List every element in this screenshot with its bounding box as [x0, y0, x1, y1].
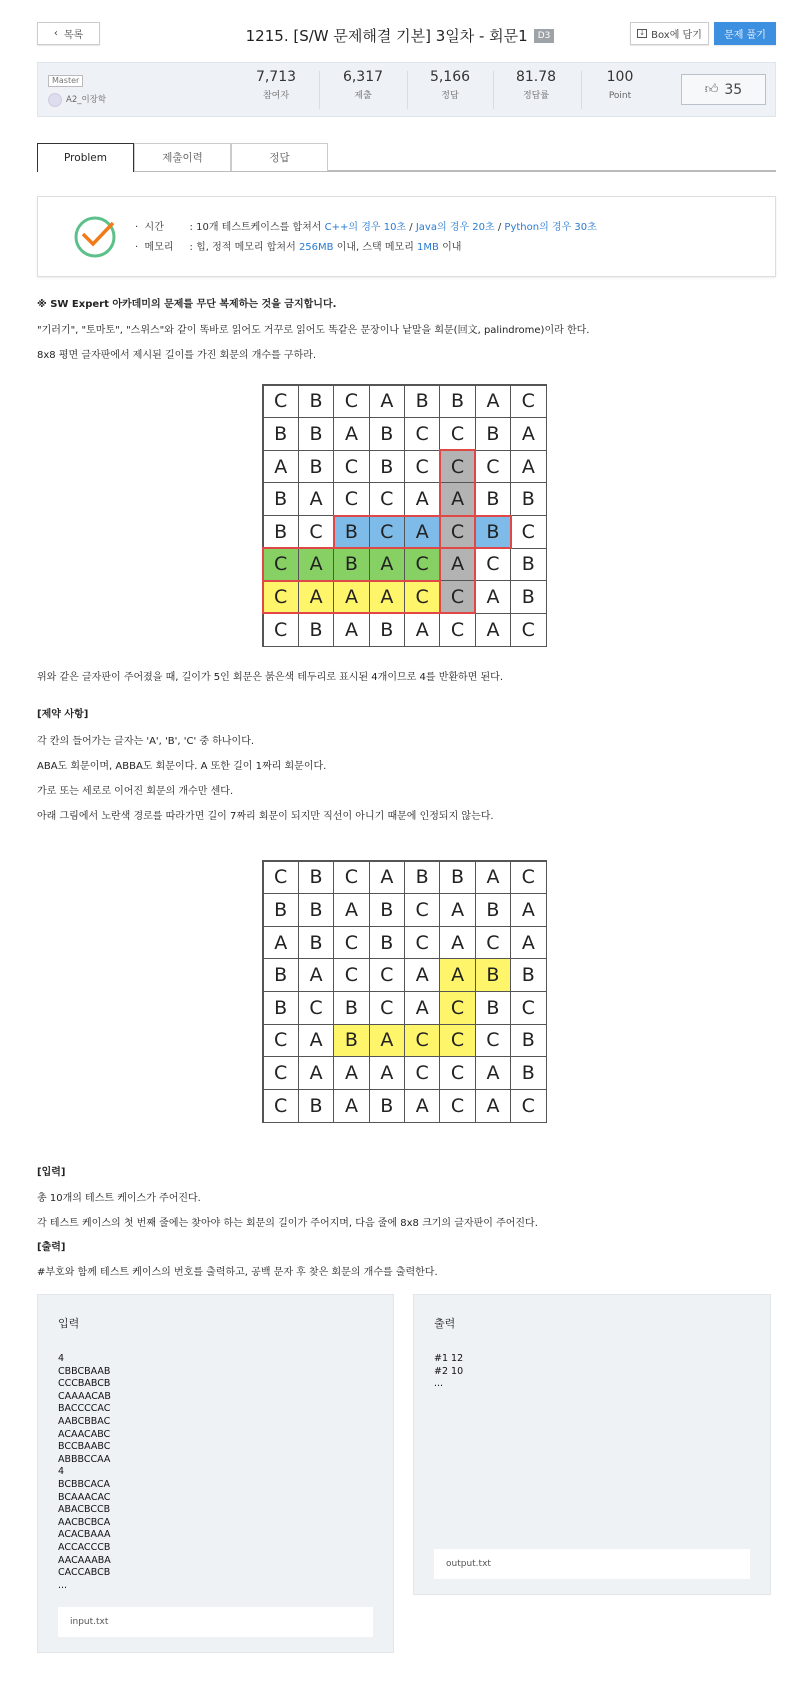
grid-cell: A: [510, 893, 546, 927]
limits-box: [37, 196, 776, 277]
grid-cell: B: [298, 926, 334, 960]
grid-cell: C: [333, 450, 369, 484]
description-3: 위와 같은 글자판이 주어졌을 때, 길이가 5인 회문은 붉은색 테두리로 표시된 4개이므로 4를 반환하면 된다.: [37, 672, 504, 683]
author-badge: Master: [48, 75, 83, 87]
grid-cell: A: [439, 893, 475, 927]
add-to-box-button[interactable]: ↓ Box에 담기: [630, 22, 709, 45]
grid-cell: C: [510, 991, 546, 1025]
grid-cell: B: [369, 926, 405, 960]
copyright-notice: ※ SW Expert 아카데미의 문제를 무단 복제하는 것을 금지합니다.: [37, 299, 337, 310]
grid-cell: B: [369, 450, 405, 484]
grid-cell: B: [404, 861, 440, 895]
grid-cell: B: [333, 1024, 369, 1058]
grid-cell: B: [298, 1089, 334, 1123]
grid-cell: A: [333, 1056, 369, 1090]
letter-grid-example-2: [262, 860, 547, 1123]
input-heading: [입력]: [37, 1167, 66, 1178]
grid-cell: B: [475, 515, 511, 549]
avatar: [48, 93, 62, 107]
grid-cell: C: [510, 1089, 546, 1123]
grid-cell: C: [263, 1056, 299, 1090]
grid-cell: B: [404, 385, 440, 419]
grid-cell: B: [510, 548, 546, 582]
grid-cell: C: [439, 417, 475, 451]
chevron-left-icon: ‹: [53, 28, 58, 39]
sample-input-box: [37, 1294, 394, 1653]
grid-cell: C: [510, 861, 546, 895]
description-1: "기러기", "토마토", "스위스"와 같이 똑바로 읽어도 거꾸로 읽어도 똑같은 문장이나 낱말을 회문(回文, palindrome)이라 한다.: [37, 325, 590, 336]
grid-cell: A: [510, 417, 546, 451]
grid-cell: C: [439, 1056, 475, 1090]
stat-correct: 5,166 정답: [429, 69, 471, 101]
sample-input-title: 입력: [58, 1317, 80, 1330]
grid-cell: C: [333, 926, 369, 960]
grid-cell: A: [369, 1056, 405, 1090]
grid-cell: A: [475, 580, 511, 614]
stats-panel: [37, 62, 776, 117]
grid-cell: C: [439, 613, 475, 647]
grid-cell: C: [298, 991, 334, 1025]
grid-cell: C: [475, 450, 511, 484]
grid-cell: A: [369, 861, 405, 895]
grid-cell: B: [475, 991, 511, 1025]
output-file-download[interactable]: output.txt: [434, 1549, 750, 1579]
grid-cell: A: [333, 893, 369, 927]
grid-cell: B: [475, 958, 511, 992]
input-desc-2: 각 테스트 케이스의 첫 번째 줄에는 찾아야 하는 회문의 길이가 주어지며, 다음 줄에 8x8 크기의 글자판이 주어진다.: [37, 1218, 538, 1229]
sample-input-content: 4 CBBCBAAB CCCBABCB CAAAACAB BACCCCAC AABCBBAC ACAACABC BCCBAABC ABBBCCAA 4 BCBBCACA BCAAACAC ABACBCCB AACBCBCA ACACBAAA ACCACCCB AACAAABA CACCABCB ...: [58, 1353, 111, 1591]
grid-cell: B: [439, 385, 475, 419]
grid-cell: B: [263, 417, 299, 451]
grid-cell: A: [475, 1089, 511, 1123]
grid-cell: A: [510, 926, 546, 960]
grid-cell: A: [439, 482, 475, 516]
grid-cell: B: [333, 548, 369, 582]
grid-cell: B: [475, 417, 511, 451]
input-file-download[interactable]: input.txt: [58, 1607, 373, 1637]
stat-participants: 7,713 참여자: [255, 69, 297, 101]
grid-cell: A: [298, 548, 334, 582]
grid-cell: B: [475, 482, 511, 516]
grid-cell: B: [298, 450, 334, 484]
grid-cell: C: [404, 1024, 440, 1058]
grid-cell: B: [475, 893, 511, 927]
grid-cell: C: [263, 1089, 299, 1123]
grid-cell: C: [333, 385, 369, 419]
time-limit: · 시간 : 10개 테스트케이스를 합쳐서 C++의 경우 10초 / Java의 경우 20초 / Python의 경우 30초: [135, 222, 597, 233]
description-2: 8x8 평면 글자판에서 제시된 길이를 가진 회문의 개수를 구하라.: [37, 350, 317, 361]
page-title: 1215. [S/W 문제해결 기본] 3일차 - 회문1 D3: [150, 25, 650, 46]
stat-accuracy: 81.78 정답률: [515, 69, 557, 101]
grid-cell: C: [369, 958, 405, 992]
grid-cell: A: [404, 613, 440, 647]
grid-cell: C: [333, 958, 369, 992]
grid-cell: A: [369, 548, 405, 582]
grid-cell: B: [298, 385, 334, 419]
grid-cell: A: [475, 613, 511, 647]
output-heading: [출력]: [37, 1242, 66, 1253]
grid-cell: A: [404, 958, 440, 992]
grid-cell: B: [298, 417, 334, 451]
sample-output-content: #1 12 #2 10 ...: [434, 1353, 464, 1390]
grid-cell: B: [510, 1056, 546, 1090]
grid-cell: C: [475, 926, 511, 960]
tab-submission-history[interactable]: 제출이력: [134, 143, 231, 171]
sample-output-title: 출력: [434, 1317, 456, 1330]
grid-cell: A: [298, 958, 334, 992]
grid-cell: C: [439, 1089, 475, 1123]
grid-cell: C: [404, 417, 440, 451]
grid-cell: A: [475, 1056, 511, 1090]
tab-problem[interactable]: Problem: [37, 143, 134, 172]
grid-cell: A: [263, 926, 299, 960]
grid-cell: A: [369, 580, 405, 614]
thumbs-up-icon: 👍︎: [704, 82, 719, 97]
grid-cell: C: [475, 548, 511, 582]
grid-cell: B: [510, 482, 546, 516]
grid-cell: C: [404, 548, 440, 582]
grid-cell: C: [333, 861, 369, 895]
grid-cell: B: [263, 893, 299, 927]
grid-cell: B: [263, 991, 299, 1025]
grid-cell: C: [404, 926, 440, 960]
grid-cell: B: [333, 991, 369, 1025]
grid-cell: C: [263, 548, 299, 582]
input-desc-1: 총 10개의 테스트 케이스가 주어진다.: [37, 1193, 201, 1204]
grid-cell: A: [298, 580, 334, 614]
grid-cell: C: [263, 580, 299, 614]
grid-cell: A: [510, 450, 546, 484]
grid-cell: C: [404, 580, 440, 614]
constraints-heading: [제약 사항]: [37, 709, 89, 720]
constraint-4: 아래 그림에서 노란색 경로를 따라가면 길이 7짜리 회문이 되지만 직선이 아니기 때문에 인정되지 않는다.: [37, 811, 494, 822]
grid-cell: B: [263, 958, 299, 992]
grid-cell: A: [439, 958, 475, 992]
grid-cell: C: [475, 1024, 511, 1058]
grid-cell: A: [369, 1024, 405, 1058]
grid-cell: A: [439, 548, 475, 582]
check-circle-icon: [71, 213, 119, 261]
sample-output-box: [413, 1294, 771, 1595]
tab-answer[interactable]: 정답: [231, 143, 328, 171]
grid-cell: A: [475, 861, 511, 895]
grid-cell: B: [298, 861, 334, 895]
like-button[interactable]: 👍︎ 35: [681, 74, 766, 105]
constraint-3: 가로 또는 세로로 이어진 회문의 개수만 센다.: [37, 786, 234, 797]
grid-cell: B: [263, 482, 299, 516]
grid-cell: C: [263, 861, 299, 895]
output-desc-1: #부호와 함께 테스트 케이스의 번호를 출력하고, 공백 문자 후 찾은 회문의 개수를 출력한다.: [37, 1267, 438, 1278]
grid-cell: B: [263, 515, 299, 549]
level-badge: D3: [534, 29, 555, 43]
grid-cell: A: [298, 1024, 334, 1058]
grid-cell: A: [404, 1089, 440, 1123]
grid-cell: A: [475, 385, 511, 419]
grid-cell: A: [404, 482, 440, 516]
constraint-1: 각 칸의 들어가는 글자는 'A', 'B', 'C' 중 하나이다.: [37, 736, 255, 747]
grid-cell: B: [369, 613, 405, 647]
grid-cell: C: [404, 1056, 440, 1090]
constraint-2: ABA도 회문이며, ABBA도 회문이다. A 또한 길이 1짜리 회문이다.: [37, 761, 327, 772]
grid-cell: B: [510, 958, 546, 992]
grid-cell: C: [263, 613, 299, 647]
grid-cell: B: [333, 515, 369, 549]
grid-cell: C: [404, 893, 440, 927]
grid-cell: C: [369, 482, 405, 516]
grid-cell: C: [439, 991, 475, 1025]
grid-cell: B: [369, 417, 405, 451]
grid-cell: C: [298, 515, 334, 549]
grid-cell: C: [439, 1024, 475, 1058]
back-to-list-button[interactable]: ‹ 목록: [37, 22, 100, 45]
grid-cell: C: [404, 450, 440, 484]
grid-cell: C: [263, 1024, 299, 1058]
grid-cell: A: [333, 1089, 369, 1123]
grid-cell: B: [369, 893, 405, 927]
grid-cell: C: [439, 515, 475, 549]
grid-cell: C: [510, 515, 546, 549]
grid-cell: B: [510, 580, 546, 614]
grid-cell: C: [333, 482, 369, 516]
grid-cell: C: [369, 515, 405, 549]
author-name[interactable]: A2_이장학: [66, 95, 107, 105]
grid-cell: C: [510, 385, 546, 419]
stat-submissions: 6,317 제출: [342, 69, 384, 101]
grid-cell: A: [263, 450, 299, 484]
grid-cell: A: [333, 417, 369, 451]
grid-cell: A: [404, 515, 440, 549]
grid-cell: A: [333, 580, 369, 614]
download-box-icon: ↓: [637, 29, 647, 38]
memory-limit: · 메모리 : 힙, 정적 메모리 합쳐서 256MB 이내, 스택 메모리 1MB 이내: [135, 242, 462, 253]
grid-cell: B: [369, 1089, 405, 1123]
grid-cell: A: [439, 926, 475, 960]
grid-cell: C: [369, 991, 405, 1025]
stat-point: 100 Point: [606, 69, 634, 101]
grid-cell: B: [298, 613, 334, 647]
grid-cell: C: [510, 613, 546, 647]
solve-problem-button[interactable]: 문제 풀기: [714, 22, 776, 45]
grid-cell: B: [510, 1024, 546, 1058]
grid-cell: B: [439, 861, 475, 895]
grid-cell: A: [298, 482, 334, 516]
letter-grid-example-1: [262, 384, 547, 647]
grid-cell: A: [298, 1056, 334, 1090]
grid-cell: A: [369, 385, 405, 419]
grid-cell: C: [439, 450, 475, 484]
grid-cell: A: [404, 991, 440, 1025]
grid-cell: C: [439, 580, 475, 614]
grid-cell: B: [298, 893, 334, 927]
grid-cell: A: [333, 613, 369, 647]
grid-cell: C: [263, 385, 299, 419]
